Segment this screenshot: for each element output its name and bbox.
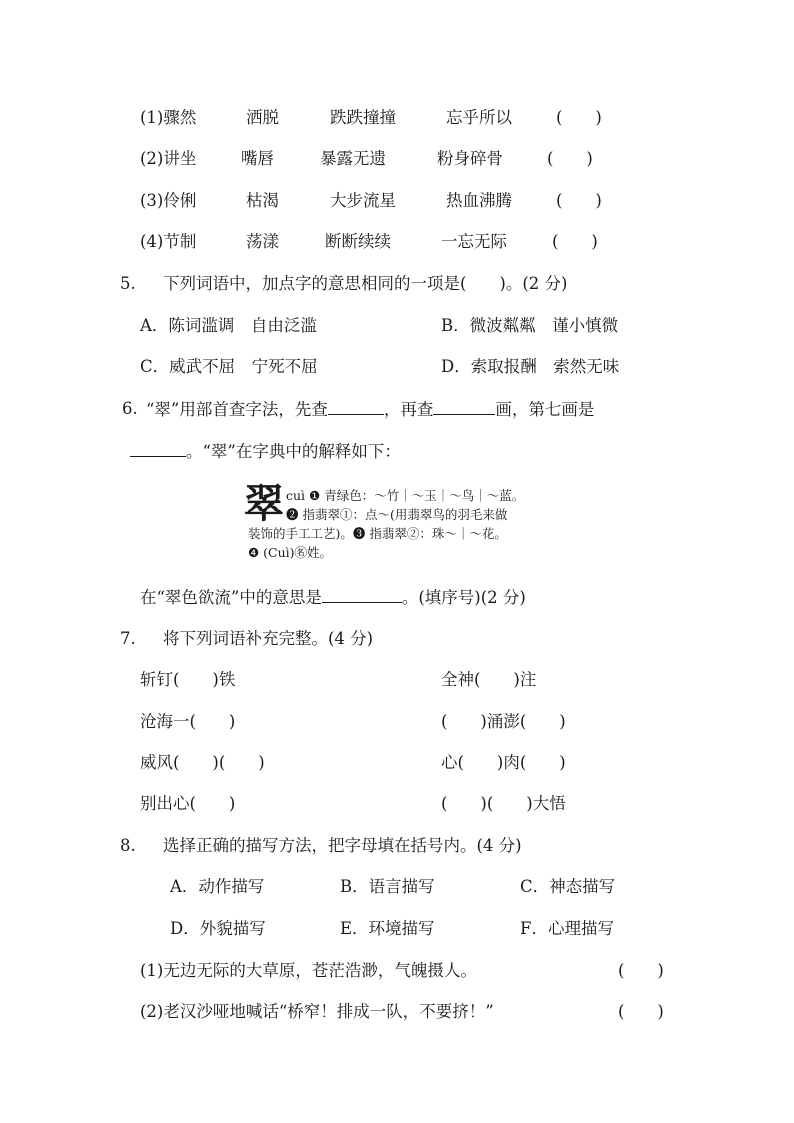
answer-blank[interactable] xyxy=(328,398,384,415)
question-number: 6. xyxy=(122,399,138,418)
q4-word: 洒脱 xyxy=(246,108,279,127)
option-d[interactable]: D．外貌描写 xyxy=(170,919,266,938)
dictionary-entry xyxy=(244,480,544,566)
option-c[interactable]: C．神态描写 xyxy=(520,877,616,896)
option-label: C．威武不屈 xyxy=(140,357,236,376)
q4-word: 一忘无际 xyxy=(441,232,507,251)
answer-parentheses[interactable]: ( ) xyxy=(556,108,602,127)
question-stem: 选择正确的描写方法，把字母填在括号内。(4 分) xyxy=(163,836,522,855)
answer-blank[interactable] xyxy=(130,440,186,457)
idiom-fill-item[interactable]: 别出心( ) xyxy=(140,794,236,813)
q6-text-part: ，再查 xyxy=(383,400,434,419)
q4-word: (4)节制 xyxy=(140,232,197,251)
q4-word: 暴露无遗 xyxy=(320,149,386,168)
option-d[interactable] xyxy=(441,356,619,378)
q4-word: (1)骤然 xyxy=(140,108,197,127)
idiom-fill-item[interactable]: ( )( )大悟 xyxy=(441,794,566,813)
q6-text-part: 。(填序号)(2 分) xyxy=(401,588,526,607)
option-e[interactable]: E．环境描写 xyxy=(340,919,435,938)
question-number: 7. xyxy=(120,629,136,648)
option-b[interactable]: B．语言描写 xyxy=(340,877,435,896)
dictionary-line: ❷ 指翡翠①：点～(用翡翠鸟的羽毛来做 xyxy=(286,507,508,522)
q4-word: 大步流星 xyxy=(330,191,396,210)
idiom-fill-item[interactable]: 沧海一( ) xyxy=(140,712,236,731)
idiom-fill-item[interactable]: 威风( )( ) xyxy=(140,753,265,772)
q6-text xyxy=(140,586,526,609)
dictionary-line: 装饰的手工工艺)。❸ 指翡翠②：珠～｜～花。 xyxy=(248,526,507,541)
idiom-fill-item[interactable]: 心( )肉( ) xyxy=(441,753,566,772)
q4-word: 跌跌撞撞 xyxy=(330,108,396,127)
q4-word: (2)讲坐 xyxy=(140,149,197,168)
q6-text xyxy=(130,440,401,463)
q4-word: 枯渴 xyxy=(246,191,279,210)
question-number: 5. xyxy=(120,274,136,293)
option-text: 谨小慎微 xyxy=(552,316,619,335)
idiom-fill-item[interactable]: 全神( )注 xyxy=(441,670,537,689)
q6-text xyxy=(146,398,594,421)
question-stem: 将下列词语补充完整。(4 分) xyxy=(163,629,374,648)
q4-word: 嘴唇 xyxy=(241,149,274,168)
q4-word: 粉身碎骨 xyxy=(437,149,503,168)
q4-word: (3)伶俐 xyxy=(140,191,197,210)
answer-blank[interactable] xyxy=(322,586,402,603)
q8-item-text: (2)老汉沙哑地喊话“桥窄！排成一队，不要挤！” xyxy=(140,1002,494,1021)
option-text: 宁死不屈 xyxy=(251,357,318,376)
answer-blank[interactable] xyxy=(433,398,495,415)
option-a[interactable]: A．动作描写 xyxy=(170,877,265,896)
answer-parentheses[interactable]: ( ) xyxy=(556,191,602,210)
option-label: B．微波粼粼 xyxy=(441,316,536,335)
q4-word: 热血沸腾 xyxy=(446,191,512,210)
q6-text-part: 。“翠”在字典中的解释如下： xyxy=(186,442,401,461)
idiom-fill-item[interactable]: ( )涌澎( ) xyxy=(441,712,566,731)
answer-parentheses[interactable]: ( ) xyxy=(618,961,664,980)
q8-item-text: (1)无边无际的大草原，苍茫浩渺，气魄摄人。 xyxy=(140,961,477,980)
q6-text-part: 在“翠色欲流”中的意思是 xyxy=(140,588,322,607)
answer-parentheses[interactable]: ( ) xyxy=(552,232,598,251)
dictionary-line: ❹ (Cuì)㊔姓。 xyxy=(248,545,333,560)
q4-word: 断断续续 xyxy=(325,232,391,251)
q4-word: 荡漾 xyxy=(246,232,279,251)
question-stem: 下列词语中，加点字的意思相同的一项是( )。(2 分) xyxy=(163,274,568,293)
option-text: 自由泛滥 xyxy=(250,316,317,335)
option-label: A．陈词滥调 xyxy=(140,316,235,335)
option-text: 索然无味 xyxy=(553,357,620,376)
option-f[interactable]: F．心理描写 xyxy=(520,919,614,938)
answer-parentheses[interactable]: ( ) xyxy=(547,149,593,168)
idiom-fill-item[interactable]: 斩钉( )铁 xyxy=(140,670,236,689)
dictionary-line: cuì ❶ 青绿色：～竹｜～玉｜～鸟｜～蓝。 xyxy=(286,488,525,503)
q6-text-part: “翠”用部首查字法，先查 xyxy=(146,400,328,419)
answer-parentheses[interactable]: ( ) xyxy=(618,1002,664,1021)
q6-text-part: 画，第七画是 xyxy=(495,400,595,419)
option-b[interactable] xyxy=(441,315,618,337)
option-label: D．索取报酬 xyxy=(441,357,537,376)
dictionary-headword: 翠 xyxy=(244,480,284,527)
q4-word: 忘乎所以 xyxy=(446,108,512,127)
option-a[interactable] xyxy=(140,315,317,337)
option-c[interactable] xyxy=(140,356,318,378)
question-number: 8. xyxy=(120,836,136,855)
